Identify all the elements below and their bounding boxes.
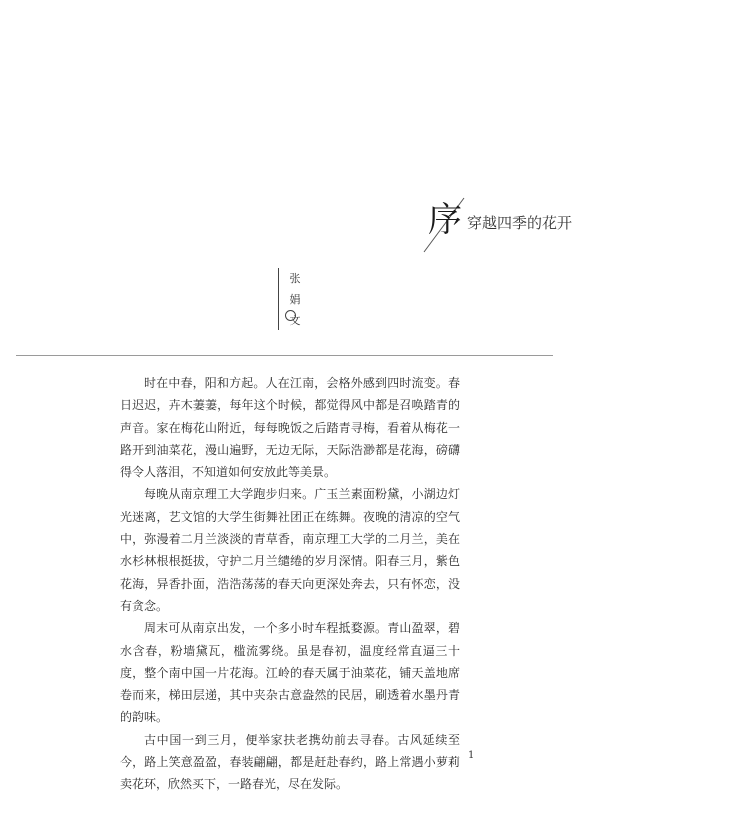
author-char: 娟 (289, 293, 301, 306)
author-char: 文 (289, 314, 301, 327)
body-text (120, 372, 460, 796)
chapter-title: 序 (428, 200, 462, 240)
author-name (288, 268, 302, 331)
chapter-heading (420, 196, 600, 256)
page-number: 1 (468, 750, 475, 761)
paragraph: 时在中春，阳和方起。人在江南，会格外感到四时流变。春日迟迟，卉木萋萋，每年这个时候，都觉得风中都是召唤踏青的声音。家在梅花山附近，每每晚饭之后踏青寻梅，看着从梅花一路开到油菜花，漫山遍野，无边无际，天际浩渺都是花海，磅礴得令人落泪，不知道如何安放此等美景。 (120, 376, 460, 480)
author-char: 张 (289, 272, 301, 285)
header-divider (16, 355, 553, 356)
paragraph: 古中国一到三月，便举家扶老携幼前去寻春。古风延续至今，路上笑意盈盈，春装翩翩，都是赶赴春约，路上常遇小萝莉卖花环，欣然买下，一路春光，尽在发际。 (120, 732, 460, 792)
author-byline (278, 268, 318, 334)
author-stamp-icon (285, 310, 296, 321)
author-divider (278, 268, 279, 330)
chapter-subtitle: 穿越四季的花开 (467, 214, 573, 232)
paragraph: 周末可从南京出发，一个多小时车程抵婺源。青山盈翠，碧水含春，粉墙黛瓦，槛流雾绕。虽是春初，温度经常直逼三十度，整个南中国一片花海。江岭的春天属于油菜花，铺天盖地席卷而来，梯田层递，其中夹杂古意盎然的民居，刷透着水墨丹青的韵味。 (120, 621, 460, 725)
paragraph: 每晚从南京理工大学跑步归来。广玉兰素面粉黛，小湖边灯光迷离，艺文馆的大学生街舞社团正在练舞。夜晚的清凉的空气中，弥漫着二月兰淡淡的青草香，南京理工大学的二月兰，美在水杉林根根挺拔，守护二月兰缱绻的岁月深情。阳春三月，紫色花海，异香扑面，浩浩荡荡的春天向更深处奔去，只有怀恋，没有贪念。 (120, 487, 460, 613)
